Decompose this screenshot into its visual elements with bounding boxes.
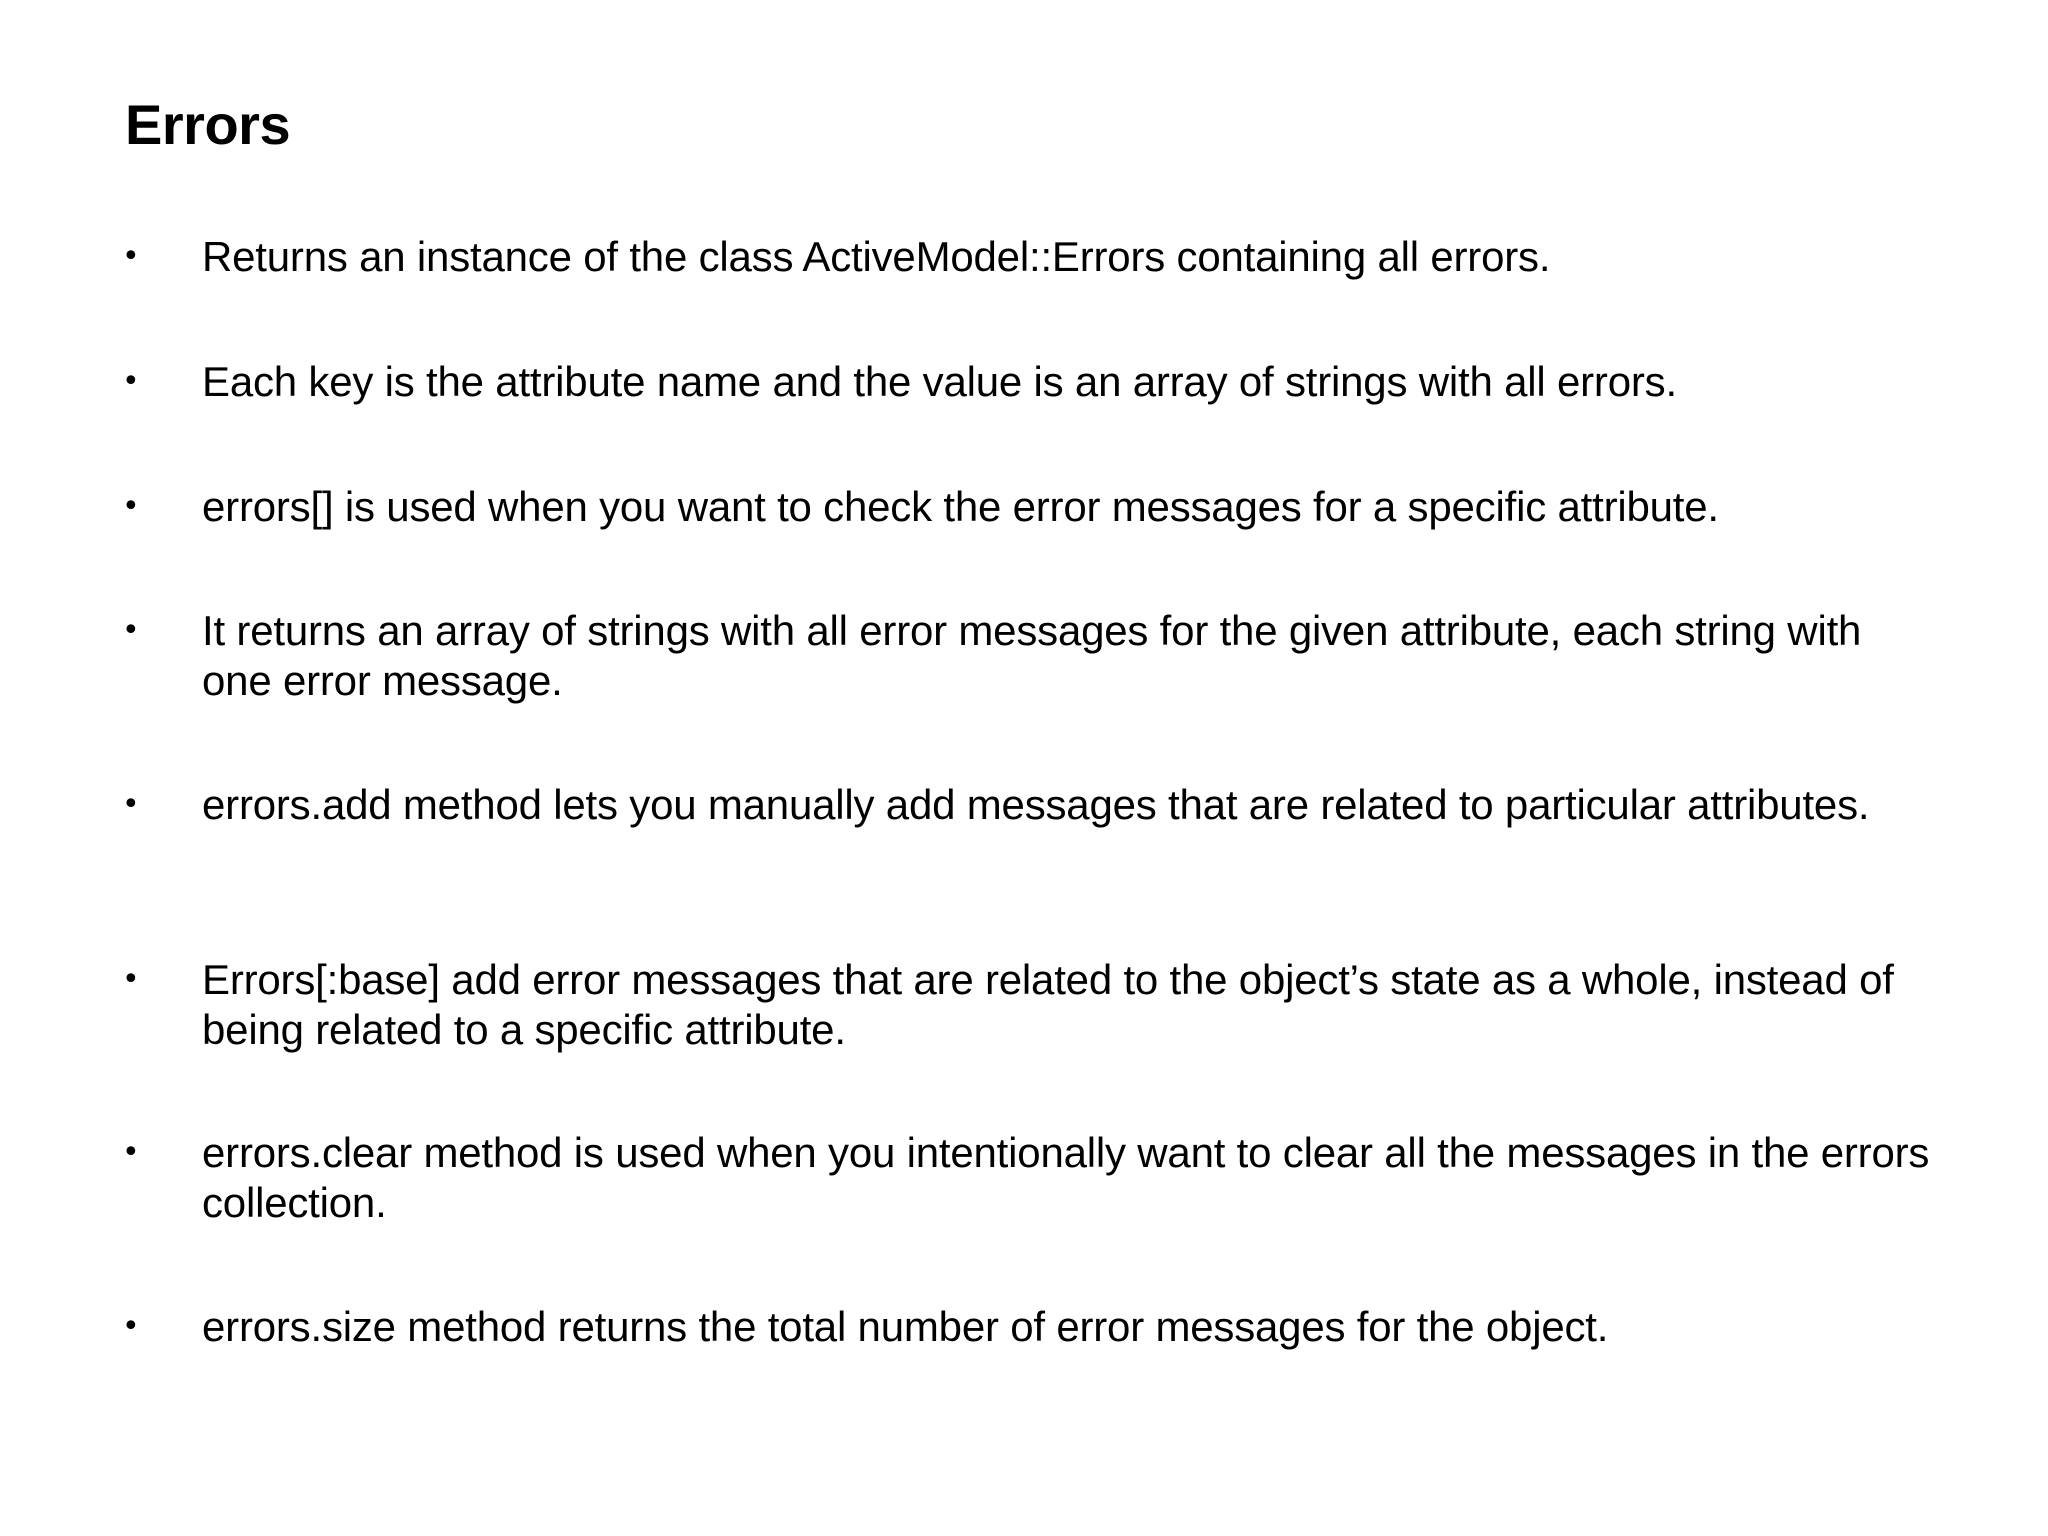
bullet-icon: • xyxy=(122,787,140,822)
bullet-icon: • xyxy=(122,1135,140,1170)
bullet-text: It returns an array of strings with all error messages for the given attribute, each string with one error message. xyxy=(202,607,1862,704)
bullet-icon: • xyxy=(122,962,140,997)
bullet-text: Returns an instance of the class ActiveModel::Errors containing all errors. xyxy=(202,233,1551,280)
bullet-icon: • xyxy=(122,364,140,399)
bullet-icon: • xyxy=(122,613,140,648)
bullet-text: errors.size method returns the total number of error messages for the object. xyxy=(202,1303,1609,1350)
bullet-text: Each key is the attribute name and the value is an array of strings with all errors. xyxy=(202,358,1677,405)
bullet-icon: • xyxy=(122,239,140,274)
bullet-text: errors[] is used when you want to check the error messages for a specific attribute. xyxy=(202,483,1719,530)
bullet-text: Errors[:base] add error messages that are related to the object’s state as a whole, instead of being related to a specific attribute. xyxy=(202,956,1894,1053)
bullet-icon: • xyxy=(122,1309,140,1344)
bullet-icon: • xyxy=(122,489,140,524)
bullet-text: errors.add method lets you manually add messages that are related to particular attributes. xyxy=(202,781,1870,828)
slide-title: Errors xyxy=(125,93,291,156)
bullet-text: errors.clear method is used when you intentionally want to clear all the messages in the errors collection. xyxy=(202,1129,1930,1226)
